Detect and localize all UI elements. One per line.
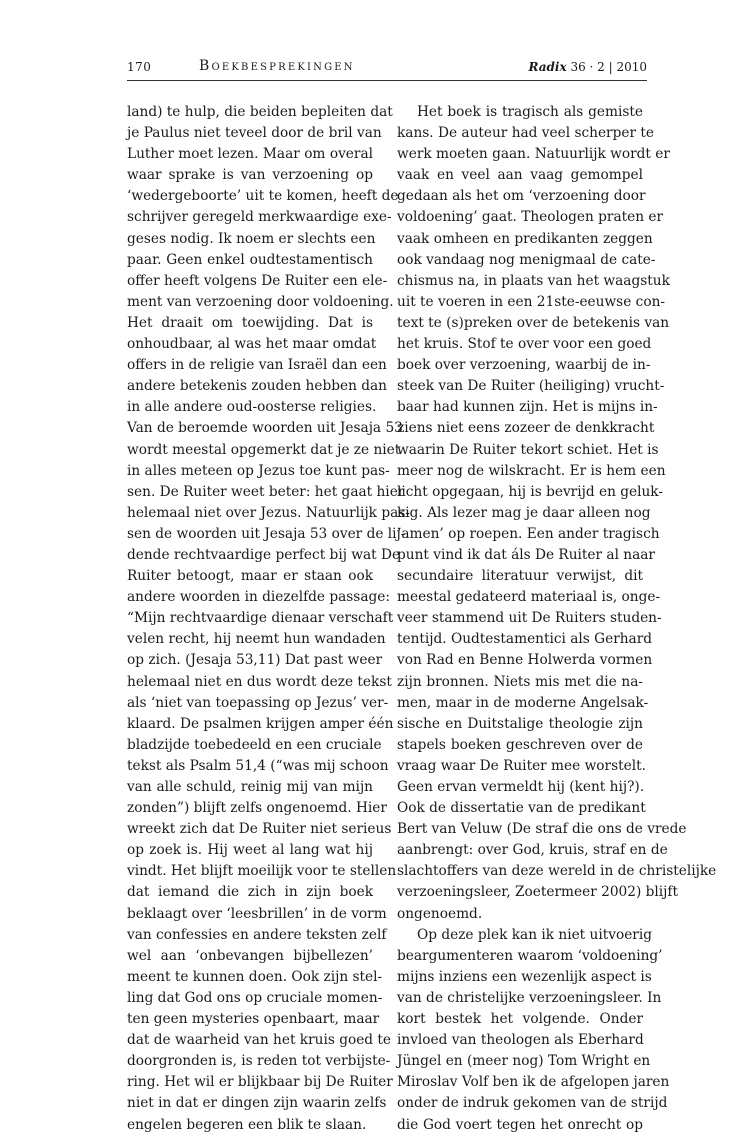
text-line: beargumenteren waarom ‘voldoening’ [397,947,663,964]
text-line: dende rechtvaardige perfect bij wat De [127,546,401,563]
text-line: voldoening’ gaat. Theologen praten er [397,209,664,226]
text-line: ‘amen’ op roepen. Een ander tragisch [397,525,660,542]
text-line: in alles meteen op Jezus toe kunt pas- [127,462,390,479]
text-line: meent te kunnen doen. Ook zijn stel- [127,968,383,985]
text-line: tekst als Psalm 51,4 (“was mij schoon [127,757,389,774]
text-line: steek van De Ruiter (heiliging) vrucht- [397,378,665,395]
text-line: offer heeft volgens De Ruiter een ele- [127,272,388,289]
text-line: ook vandaag nog menigmaal de cate- [397,251,656,268]
text-line: secundaire literatuur verwijst, dit [397,568,643,585]
text-line: “Mijn rechtvaardige dienaar verschaft [127,610,394,627]
text-line: kig. Als lezer mag je daar alleen nog [397,504,651,521]
text-line: beklaagt over ‘leesbrillen’ in de vorm [127,905,387,922]
text-line: Op deze plek kan ik niet uitvoerig [417,926,652,943]
journal-name: Radix [528,60,567,74]
text-line: stapels boeken geschreven over de [397,736,643,753]
text-line: vraag waar De Ruiter mee worstelt. [397,757,646,774]
text-line: van de christelijke verzoeningsleer. In [397,989,662,1006]
text-line: zijn bronnen. Niets mis met die na- [397,673,643,690]
text-line: kans. De auteur had veel scherper te [397,125,654,142]
text-line: Het draait om toewijding. Dat is [127,314,373,331]
text-line: Bert van Veluw (De straf die ons de vrede [397,821,687,838]
text-line: Luther moet lezen. Maar om overal [127,146,373,163]
text-line: zonden”) blijft zelfs ongenoemd. Hier [127,800,387,817]
text-line: offers in de religie van Israël dan een [127,357,387,374]
running-header [127,58,647,81]
text-line: ongenoemd. [397,905,483,922]
text-line: vaak en veel aan vaag gemompel [397,167,643,184]
text-line: tentijd. Oudtestamentici als Gerhard [397,631,653,648]
text-line: text te (s)preken over de betekenis van [397,314,670,331]
left-column [127,102,410,1136]
page-number: 170 [127,60,152,74]
text-line: men, maar in de moderne Angelsak- [397,694,649,711]
text-line: onhoudbaar, al was het maar omdat [127,336,377,353]
text-line: meestal gedateerd materiaal is, onge- [397,589,661,606]
text-line: punt vind ik dat áls De Ruiter al naar [397,546,655,563]
text-line: Ruiter betoogt, maar er staan ook [127,568,373,585]
text-line: uit te voeren in een 21ste-eeuwse con- [397,293,666,310]
text-line: dat de waarheid van het kruis goed te [127,1032,392,1049]
text-line: wordt meestal opgemerkt dat je ze niet [127,441,401,458]
text-line: meer nog de wilskracht. Er is hem een [397,462,666,479]
text-line: aanbrengt: over God, kruis, straf en de [397,842,668,859]
text-line: gedaan als het om ‘verzoening door [397,188,646,205]
text-line: sische en Duitstalige theologie zijn [397,715,643,732]
text-line: velen recht, hij neemt hun wandaden [127,631,386,648]
text-line: geses nodig. Ik noem er slechts een [127,230,376,247]
text-line: vindt. Het blijft moeilijk voor te stellen [127,863,397,880]
text-line: vaak omheen en predikanten zeggen [397,230,653,247]
text-line: Het boek is tragisch als gemiste [417,104,643,120]
text-line: ‘wedergeboorte’ uit te komen, heeft de [127,188,399,205]
text-line: licht opgegaan, hij is bevrijd en geluk- [397,483,663,500]
text-line: ment van verzoening door voldoening. [127,293,394,310]
text-line: andere woorden in diezelfde passage: [127,589,390,606]
text-line: wel aan ‘onbevangen bijbellezen’ [127,947,373,964]
text-line: sen. De Ruiter weet beter: het gaat hier [127,483,405,500]
text-line: wreekt zich dat De Ruiter niet serieus [127,821,392,838]
text-line: als ‘niet van toepassing op Jezus’ ver- [127,694,389,711]
text-line: invloed van theologen als Eberhard [397,1032,644,1049]
text-line: dat iemand die zich in zijn boek [127,884,373,901]
text-line: onder de indruk gekomen van de strijd [397,1095,668,1112]
text-line: werk moeten gaan. Natuurlijk wordt er [397,146,670,163]
text-line: van alle schuld, reinig mij van mijn [127,779,373,795]
section-title: Boekbesprekingen [199,58,355,74]
text-line: veer stammend uit De Ruiters studen- [397,610,662,627]
text-line: ling dat God ons op cruciale momen- [127,989,383,1006]
text-line: von Rad en Benne Holwerda vormen [397,652,653,669]
text-line: paar. Geen enkel oudtestamentisch [127,251,373,268]
text-line: op zich. (Jesaja 53,11) Dat past weer [127,652,383,669]
text-line: andere betekenis zouden hebben dan [127,378,387,395]
text-line: baar had kunnen zijn. Het is mijns in- [397,399,658,416]
text-line: ziens niet eens zozeer de denkkracht [397,420,655,437]
text-line: op zoek is. Hij weet al lang wat hij [127,842,373,859]
text-line: het kruis. Stof te over voor een goed [397,336,652,353]
text-line: helemaal niet en dus wordt deze tekst [127,673,392,690]
text-line: waar sprake is van verzoening op [127,167,373,184]
text-line: waarin De Ruiter tekort schiet. Het is [397,441,659,458]
text-line: die God voert tegen het onrecht op [397,1116,643,1133]
text-line: mijns inziens een wezenlijk aspect is [397,968,652,985]
journal-issue: 36 · 2 | 2010 [570,60,647,74]
text-line: slachtoffers van deze wereld in de christelijke [397,863,717,880]
text-line: boek over verzoening, waarbij de in- [397,357,651,374]
text-line: van confessies en andere teksten zelf [127,926,387,943]
text-line: Ook de dissertatie van de predikant [397,800,646,817]
text-line: Jüngel en (meer nog) Tom Wright en [397,1053,651,1070]
journal-reference [528,60,647,74]
text-line: kort bestek het volgende. Onder [397,1011,643,1028]
text-line: niet in dat er dingen zijn waarin zelfs [127,1095,387,1112]
text-line: sen de woorden uit Jesaja 53 over de lij- [127,525,406,542]
text-line: je Paulus niet teveel door de bril van [127,125,382,142]
text-line: chismus na, in plaats van het waagstuk [397,272,670,289]
text-line: doorgronden is, is reden tot verbijste- [127,1053,391,1070]
text-line: ring. Het wil er blijkbaar bij De Ruiter [127,1074,393,1091]
text-line: helemaal niet over Jezus. Natuurlijk pas- [127,504,410,521]
text-line: ten geen mysteries openbaart, maar [127,1011,380,1028]
text-line: klaard. De psalmen krijgen amper één [127,715,394,732]
right-column [397,102,717,1136]
text-line: Miroslav Volf ben ik de afgelopen jaren [397,1074,670,1091]
text-line: in alle andere oud-oosterse religies. [127,399,377,416]
text-line: Geen ervan vermeldt hij (kent hij?). [397,779,645,795]
text-line: engelen begeren een blik te slaan. [127,1116,367,1133]
text-line: verzoeningsleer, Zoetermeer 2002) blijft [397,884,678,901]
text-line: schrijver geregeld merkwaardige exe- [127,209,392,226]
text-line: land) te hulp, die beiden bepleiten dat [127,104,393,120]
text-line: bladzijde toebedeeld en een cruciale [127,736,382,753]
text-line: Van de beroemde woorden uit Jesaja 53 [127,420,403,437]
